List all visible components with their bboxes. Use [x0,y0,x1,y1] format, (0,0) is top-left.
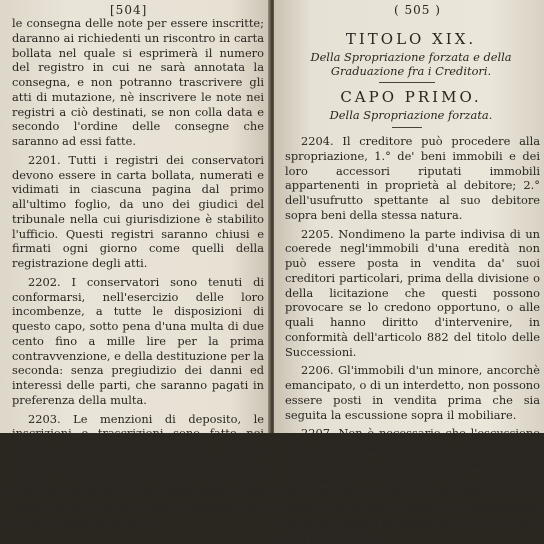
article-2204: 2204. Il creditore può procedere alla spropriazione, 1.° de' beni immobili e dei loro accessori riputati immobili appartenenti in proprietà al debitore; 2.° dell'usufrutto spettante al suo debitore sopra beni della stessa natura. [285,134,540,222]
chapter-rule [392,127,422,128]
article-2202: 2202. I conservatori sono tenuti di conformarsi, nell'esercizio delle loro incombenze, a tutte le disposizioni di questo capo, sotto pena d'una multa di due cento fino a mille lire per la prima contravvenzione, e della destituzione per la seconda: senza pregiudizio dei danni ed interessi delle parti, che saranno pagati in preferenza della multa. [12,274,264,407]
article-2203: 2203. Le menzioni di deposito, le inscrizioni e trascrizioni sono fatte nei registri, di seguito, senza lasciare veruno spazio in bianco od interlinee, sotto pena, contro il conservatore, di mille fino a due mila lire di multa, e del risarcimento dei danni ed interessi delle parti, pagabili pure in preferenza della multa. [12,411,264,529]
right-page-text [285,134,540,544]
article-2201: 2201. Tutti i registri dei conservatori devono essere in carta bollata, numerati e vidimati in ciascuna pagina dal primo all'ultimo foglio, da uno dei giudici del tribunale nella cui giurisdizione è stabilito l'ufficio. Questi registri saranno chiusi e firmati ogni giorno come quelli della registrazione degli atti. [12,152,264,270]
title-main: TITOLO XIX. [345,30,477,48]
article-2206: 2206. Gl'immobili d'un minore, ancorchè emancipato, o di un interdetto, non possono essere posti in vendita prima che sia seguita la escussione sopra il mobiliare. [285,363,540,422]
article-2207: 2207. Non è necessario che l'escussione sopra il mobiliare preceda la spropriazione degli immobili posseduti indivisamente tra un maggiore ed un minore o un interdetto, se il debito è comune fra essi, o se le istanze giudiziali si sono preventivamente proposte contro un maggiore, ovvero prima dell'interdizione. [285,426,540,544]
title-subtitle: Della Spropriazione forzata e della Graduazione fra i Creditori. [310,50,512,78]
article-2205: 2205. Nondimeno la parte indivisa di un coerede negl'immobili d'una eredità non può essere posta in vendita da' suoi creditori particolari, prima della divisione o della licitazione che questi possono provocare se lo credono opportuno, o alle quali hanno diritto d'intervenire, in conformità dell'articolo 882 del titolo delle Successioni. [285,226,540,359]
chapter-title: CAPO PRIMO. [340,88,482,106]
chapter-heading [280,88,542,122]
left-page [0,0,270,529]
left-page-text [12,16,264,530]
left-page-number: [504] [110,3,148,17]
right-page [274,0,544,544]
paragraph-continuation: le consegna delle note per essere inscritte; daranno ai richiedenti un riscontro in carta bollata nel quale si esprimerà il numero del registro in cui ne sarà annotata la consegna, e non potranno trascrivere gli atti di mutazione, nè inscrivere le note nei registri a ciò destinati, se non colla data e secondo l'ordine delle consegne che saranno ad essi fatte. [12,16,264,148]
title-heading [280,30,542,78]
chapter-subtitle: Della Spropriazione forzata. [329,108,493,122]
title-rule [379,82,435,83]
right-page-number: ( 505 ) [394,3,441,17]
